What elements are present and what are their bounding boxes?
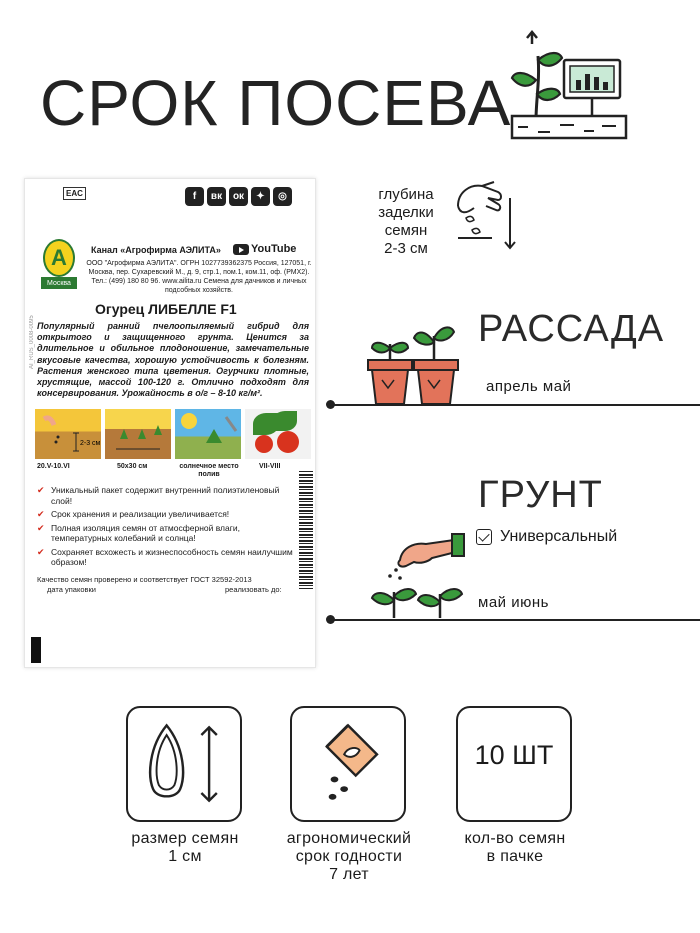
ground-months: май июнь	[478, 594, 549, 611]
sell-by-label: реализовать до:	[225, 585, 282, 594]
depth-info: глубина заделки семян 2-3 см	[378, 186, 434, 257]
print-mark	[31, 637, 41, 663]
seed-count-card	[456, 706, 572, 822]
sun-water-pictogram	[175, 409, 241, 459]
packet-pictograms	[35, 409, 311, 459]
social-icons	[185, 187, 292, 206]
packet-features	[37, 485, 297, 571]
sowing-pictogram	[35, 409, 101, 459]
spacing-pictogram	[105, 409, 171, 459]
youtube-icon	[233, 244, 249, 255]
eac-mark: EAC	[63, 187, 86, 200]
ok-icon: ок	[229, 187, 248, 206]
barcode	[299, 471, 313, 589]
seed-count-value: 10 ШТ	[474, 740, 554, 770]
caption-sun-water: солнечное место полив	[179, 463, 239, 478]
product-name: Огурец ЛИБЕЛЛЕ F1	[95, 301, 237, 317]
harvest-pictogram	[245, 409, 311, 459]
ground-timeline	[330, 619, 700, 621]
caption-harvest: VII-VIII	[259, 463, 281, 470]
caption-spacing: 50x30 см	[117, 463, 148, 470]
pack-date-label: дата упаковки	[47, 585, 96, 594]
shelf-life-label: агрономический срок годности 7 лет	[286, 830, 412, 883]
ground-title: ГРУНТ	[478, 474, 603, 516]
zen-icon: ✦	[251, 187, 270, 206]
seedling-timeline	[330, 404, 700, 406]
seedling-title: РАССАДА	[478, 308, 665, 350]
soil-type-label: Универсальный	[500, 528, 618, 545]
seed-size-label: размер семян 1 см	[131, 830, 239, 865]
logo-letter: А	[43, 239, 75, 277]
check-icon	[476, 529, 492, 545]
channel-name: Канал «Агрофирма АЭЛИТА»	[91, 245, 221, 255]
list-item: ✔ Уникальный пакет содержит внутренний полиэтиленовый слой!	[37, 485, 297, 506]
caption-sowing-dates: 20.V-10.VI	[37, 463, 70, 470]
logo-label: Москва	[41, 277, 77, 289]
seedling-pots-icon	[366, 318, 460, 408]
instagram-icon: ◎	[273, 187, 292, 206]
youtube-logo: YouTube	[233, 243, 296, 255]
shelf-life-card	[290, 706, 406, 822]
seed-packet-photo	[24, 178, 316, 668]
depth-mark: 2-3 см	[80, 440, 101, 447]
seed-size-card	[126, 706, 242, 822]
list-item: ✔ Срок хранения и реализации увеличивается!	[37, 509, 297, 520]
product-description: Популярный ранний пчелоопыляемый гибрид для открытого и защищенного грунта. Ценится за длительное и обильное плодоношение, замечательные вкусовые качества, хорошую устойчивость к болезням. Растения женского типа цветения. Огурчики плотные, хрустящие, массой 100-120 г. Отлично подходят для консервирования. Урожайность в о/г – 8-10 кг/м².	[37, 321, 309, 399]
seedling-months: апрель май	[486, 378, 572, 395]
aelita-logo	[41, 239, 77, 291]
hand-planting-icon	[370, 530, 466, 622]
hand-sowing-icon	[452, 178, 518, 254]
seed-count-label: кол-во семян в пачке	[464, 830, 566, 865]
soil-type	[476, 528, 617, 546]
seed-size-icon	[128, 708, 240, 820]
vk-icon: вк	[207, 187, 226, 206]
page-title: СРОК ПОСЕВА	[40, 67, 512, 139]
list-item: ✔ Полная изоляция семян от атмосферной влаги, температурных колебаний и солнца!	[37, 523, 297, 544]
seed-packet-icon	[292, 708, 404, 820]
quality-note: Качество семян проверено и соответствует ГОСТ 32592-2013	[37, 575, 252, 584]
packet-side-code: AI_RUS_0008-0095	[29, 315, 35, 369]
list-item: ✔ Сохраняет всхожесть и жизнеспособность семян наилучшим образом!	[37, 547, 297, 568]
seedling-chart-icon	[510, 30, 628, 142]
company-info: ООО "Агрофирма АЭЛИТА". ОГРН 1027739362375 Россия, 127051, г. Москва, пер. Сухаревский М., д. 9, стр.1, пом.1, ком.11, оф. (РМХ2). Тел.: (499) 180 80 96. www.ailita.ru Семена для дачников и личных подсобных хозяйств.	[86, 260, 312, 294]
facebook-icon: f	[185, 187, 204, 206]
